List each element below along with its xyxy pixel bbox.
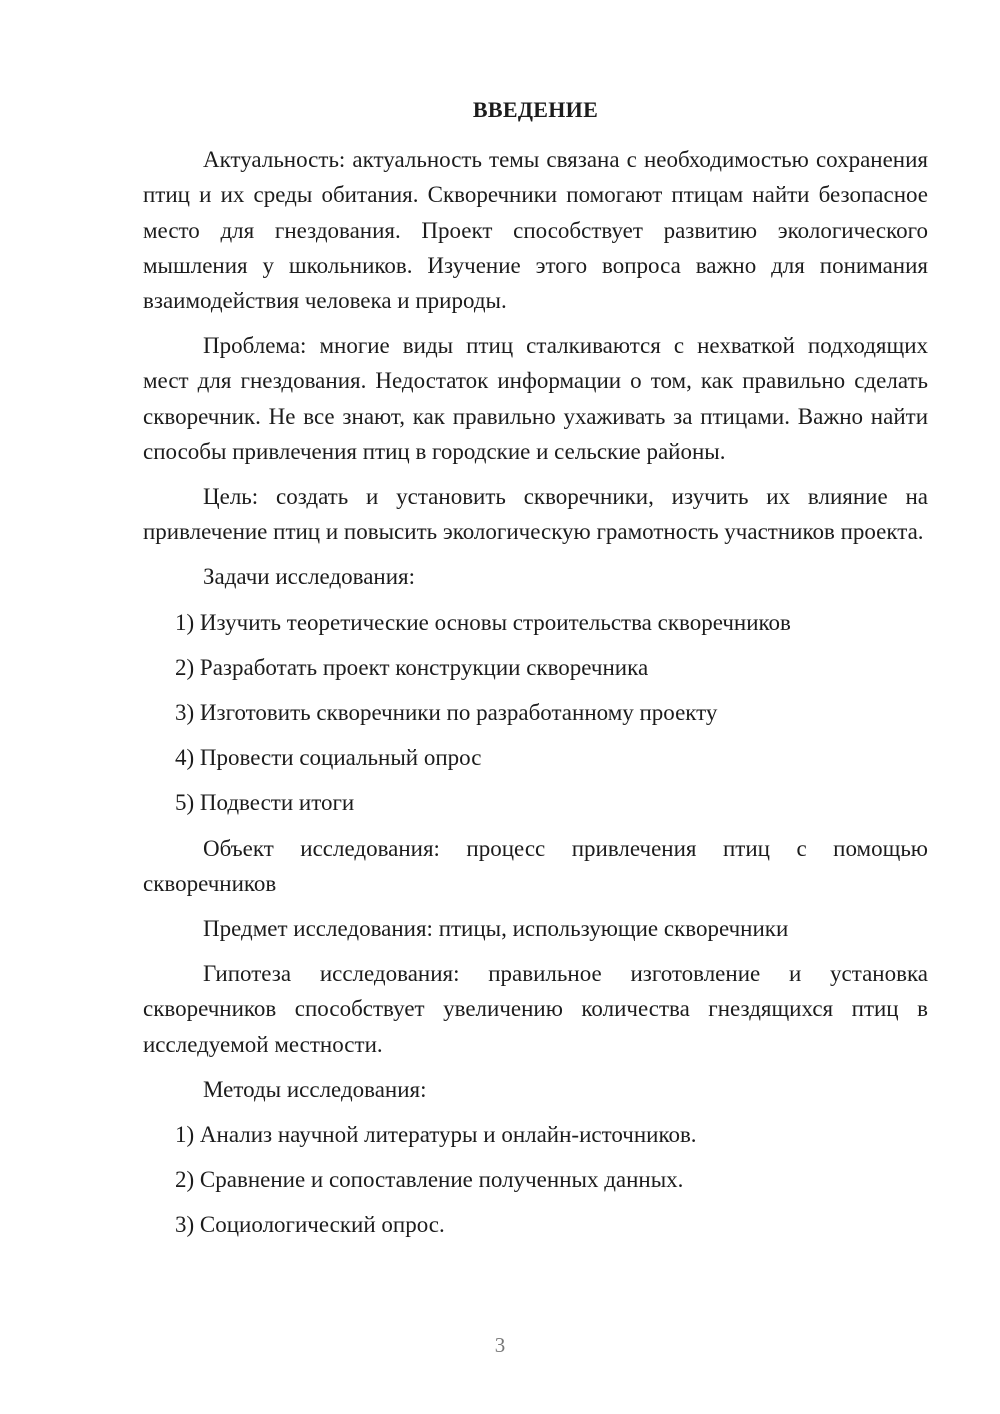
relevance-paragraph: Актуальность: актуальность темы связана с необходимостью сохранения птиц и их среды обитания. Скворечники помогают птицам найти безопасное место для гнездования. Проект способствует развитию экологического мышления у школьников. Изучение этого вопроса важно для понимания взаимодействия человека и природы. — [143, 147, 928, 314]
task-item-3: 3) Изготовить скворечники по разработанному проекту — [175, 700, 718, 726]
method-item-2: 2) Сравнение и сопоставление полученных данных. — [175, 1167, 684, 1193]
goal-paragraph: Цель: создать и установить скворечники, изучить их влияние на привлечение птиц и повысить экологическую грамотность участников проекта. — [143, 484, 928, 545]
task-item-4: 4) Провести социальный опрос — [175, 745, 482, 771]
subject-paragraph: Предмет исследования: птицы, использующие скворечники — [203, 916, 789, 942]
method-item-1: 1) Анализ научной литературы и онлайн-источников. — [175, 1122, 697, 1148]
methods-heading: Методы исследования: — [203, 1076, 427, 1102]
section-title: ВВЕДЕНИЕ — [472, 97, 599, 122]
problem-paragraph: Проблема: многие виды птиц сталкиваются с нехваткой подходящих мест для гнездования. Недостаток информации о том, как правильно сделать скворечник. Не все знают, как правильно ухаживать за птицами. Важно найти способы привлечения птиц в городские и сельские районы. — [143, 333, 928, 464]
hypothesis-paragraph: Гипотеза исследования: правильное изготовление и установка скворечников способствует увеличению количества гнездящихся птиц в исследуемой местности. — [143, 961, 928, 1057]
page-content — [143, 92, 928, 1253]
method-item-3: 3) Социологический опрос. — [175, 1212, 445, 1238]
task-item-2: 2) Разработать проект конструкции скворечника — [175, 654, 649, 680]
tasks-heading: Задачи исследования: — [203, 564, 416, 590]
task-item-5: 5) Подвести итоги — [175, 790, 355, 816]
task-item-1: 1) Изучить теоретические основы строительства скворечников — [175, 609, 791, 635]
page-number: 3 — [494, 1333, 506, 1357]
object-paragraph: Объект исследования: процесс привлечения птиц с помощью скворечников — [143, 835, 928, 896]
